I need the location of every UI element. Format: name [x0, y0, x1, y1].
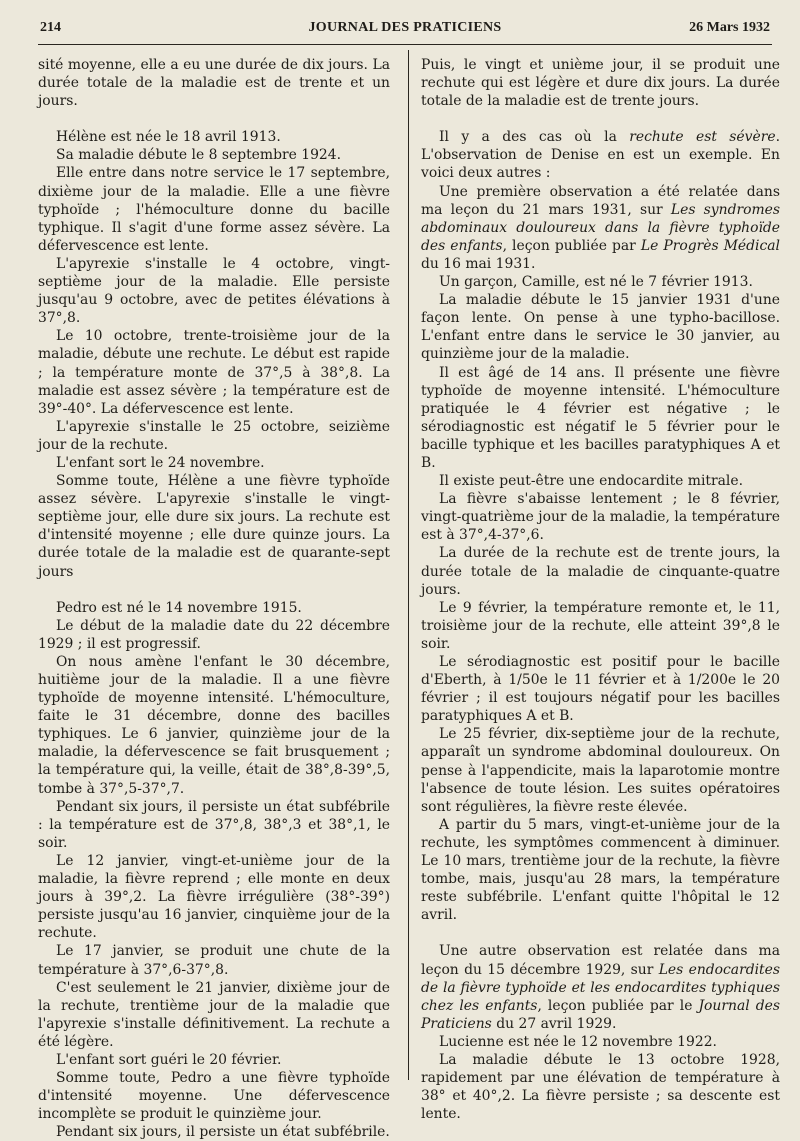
paragraph: [421, 128, 780, 182]
paragraph-text: Une première observation a été relatée dans ma leçon du 21 mars 1931, sur: [421, 183, 780, 218]
paragraph: Puis, le vingt et unième jour, il se produit une rechute qui est légère et dure dix jours. La durée totale de la maladie est de trente jours.: [421, 57, 780, 110]
left-column: [38, 56, 390, 1141]
section-gap: [38, 581, 390, 599]
paragraph-text: . L'observation de Denise en est un exemple. En voici deux autres :: [421, 129, 780, 182]
paragraph-text: du 27 avril 1929.: [491, 1015, 617, 1032]
paragraph: Sa maladie débute le 8 septembre 1924.: [56, 147, 342, 164]
italic-title: Le Progrès Médical: [640, 237, 780, 254]
italic-title: Journal des Praticiens: [421, 997, 780, 1032]
paragraph: On nous amène l'enfant le 30 décembre, huitième jour de la maladie. Il a une fièvre typhoïde de moyenne intensité. L'hémoculture, faite le 31 décembre, donne des bacilles typhiques. Le 6 janvier, quinzième jour de la maladie, la défervescence se fait brusquement ; la température qui, la veille, était de 38°,8-39°,5, tombe à 37°,5-37°,7.: [38, 653, 390, 797]
header-rule: [38, 44, 772, 45]
paragraph: Lucienne est née le 12 novembre 1922.: [439, 1033, 717, 1050]
paragraph-text: du 16 mai 1931.: [421, 255, 536, 272]
page-header: [40, 20, 770, 42]
paragraph: L'enfant sort guéri le 20 février.: [56, 1051, 282, 1068]
paragraph: Le 9 février, la température remonte et, le 11, troisième jour de la rechute, elle atteint 39°,8 le soir.: [421, 599, 780, 652]
paragraph-text: , leçon publiée par: [502, 237, 641, 254]
issue-date: 26 Mars 1932: [689, 20, 770, 35]
paragraph: Il existe peut-être une endocardite mitrale.: [439, 473, 744, 490]
paragraph-text: Il y a des cas où la: [439, 129, 630, 146]
italic-title: Les endocardites de la fièvre typhoïde et les endocardites typhiques chez les enfants: [421, 961, 780, 1014]
paragraph: Pendant six jours, il persiste un état subfébrile : la température est de 37°,8, 38°,3 et 38°,1, le soir.: [38, 798, 390, 851]
italic-title: rechute est sévère: [629, 129, 776, 146]
paragraph: Le sérodiagnostic est positif pour le bacille d'Eberth, à 1/50e le 11 février et à 1/200e le 20 février ; il est toujours négatif pour les bacilles paratyphiques A et B.: [421, 654, 780, 725]
paragraph: Le début de la maladie date du 22 décembre 1929 ; il est progressif.: [38, 617, 390, 652]
paragraph: La durée de la rechute est de trente jours, la durée totale de la maladie de cinquante-quatre jours.: [421, 545, 780, 598]
paragraph: Pedro est né le 14 novembre 1915.: [56, 599, 302, 616]
paragraph: La maladie débute le 13 octobre 1928, rapidement par une élévation de température à 38° et 40°,2. La fièvre persiste ; sa descente est lente.: [421, 1051, 780, 1123]
paragraph: La fièvre s'abaisse lentement ; le 8 février, vingt-quatrième jour de la maladie, la température est à 37°,4-37°,6.: [421, 491, 780, 544]
section-gap: [421, 110, 780, 128]
paragraph-text: Une autre observation est relatée dans ma leçon du 15 décembre 1929, sur: [421, 943, 780, 978]
paragraph: Hélène est née le 18 avril 1913.: [56, 129, 281, 146]
paragraph: La maladie débute le 15 janvier 1931 d'une façon lente. On pense à une typho-bacillose. L'enfant entre dans le service le 30 janvier, au quinzième jour de la maladie.: [421, 292, 780, 363]
paragraph: [421, 183, 780, 273]
paragraph: [421, 942, 780, 1032]
page-number: 214: [40, 20, 61, 35]
paragraph: Il est âgé de 14 ans. Il présente une fièvre typhoïde de moyenne intensité. L'hémoculture pratiquée le 4 février est négative ; le sérodiagnostic est négatif le 5 février pour le bacille typhique et les bacilles paratyphiques A et B.: [421, 364, 780, 471]
paragraph: sité moyenne, elle a eu une durée de dix jours. La durée totale de la maladie est de trente et un jours.: [38, 57, 390, 110]
journal-title: JOURNAL DES PRATICIENS: [308, 20, 502, 35]
paragraph: L'enfant sort le 24 novembre.: [56, 454, 265, 471]
italic-title: Les syndromes abdominaux douloureux dans la fièvre typhoïde des enfants: [421, 201, 780, 254]
column-divider: [408, 50, 409, 1080]
paragraph: L'apyrexie s'installe le 25 octobre, seizième jour de la rechute.: [38, 418, 390, 453]
paragraph: L'apyrexie s'installe le 4 octobre, vingt-septième jour de la maladie. Elle persiste jusqu'au 9 octobre, avec de petites élévations à 37°,8.: [38, 255, 390, 327]
paragraph-text: , leçon publiée par le: [537, 997, 699, 1014]
paragraph: Le 25 février, dix-septième jour de la rechute, apparaît un syndrome abdominal douloureux. On pense à l'appendicite, mais la laparotomie montre l'absence de toute lésion. Les suites opératoires sont régulières, la fièvre reste élevée.: [421, 726, 780, 815]
right-column: [421, 56, 780, 1123]
paragraph: Somme toute, Pedro a une fièvre typhoïde d'intensité moyenne. Une défervescence incomplète se produit le quinzième jour.: [38, 1070, 390, 1123]
section-gap: [38, 110, 390, 128]
paragraph: Un garçon, Camille, est né le 7 février 1913.: [439, 274, 753, 291]
paragraph: Le 12 janvier, vingt-et-unième jour de la maladie, la fièvre reprend ; elle monte en deux jours à 39°,2. La fièvre irrégulière (38°-39°) persiste jusqu'au 16 janvier, cinquième jour de la rechute.: [38, 852, 390, 942]
paragraph: C'est seulement le 21 janvier, dixième jour de la rechute, trentième jour de la maladie que l'apyrexie s'installe définitivement. La rechute a été légère.: [38, 979, 390, 1050]
paragraph: A partir du 5 mars, vingt-et-unième jour de la rechute, les symptômes commencent à diminuer. Le 10 mars, trentième jour de la rechute, la fièvre tombe, mais, jusqu'au 28 mars, la température reste subfébrile. L'enfant quitte l'hôpital le 12 avril.: [421, 816, 780, 924]
paragraph: Le 17 janvier, se produit une chute de la température à 37°,6-37°,8.: [38, 943, 390, 978]
paragraph: Somme toute, Hélène a une fièvre typhoïde assez sévère. L'apyrexie s'installe le vingt-septième jour, elle dure six jours. La rechute est d'intensité moyenne ; elle dure quinze jours. La durée totale de la maladie est de quarante-sept jours: [38, 473, 390, 580]
paragraph: Elle entre dans notre service le 17 septembre, dixième jour de la maladie. Elle a une fièvre typhoïde ; l'hémoculture donne du bacille typhique. Il s'agit d'une forme assez sévère. La défervescence est lente.: [38, 165, 390, 254]
section-gap: [421, 924, 780, 942]
paragraph: Le 10 octobre, trente-troisième jour de la maladie, débute une rechute. Le début est rapide ; la température monte de 37°,5 à 38°,8. La maladie est assez sévère ; la température est de 39°-40°. La défervescence est lente.: [38, 328, 390, 417]
paragraph: Pendant six jours, il persiste un état subfébrile.: [56, 1124, 390, 1141]
